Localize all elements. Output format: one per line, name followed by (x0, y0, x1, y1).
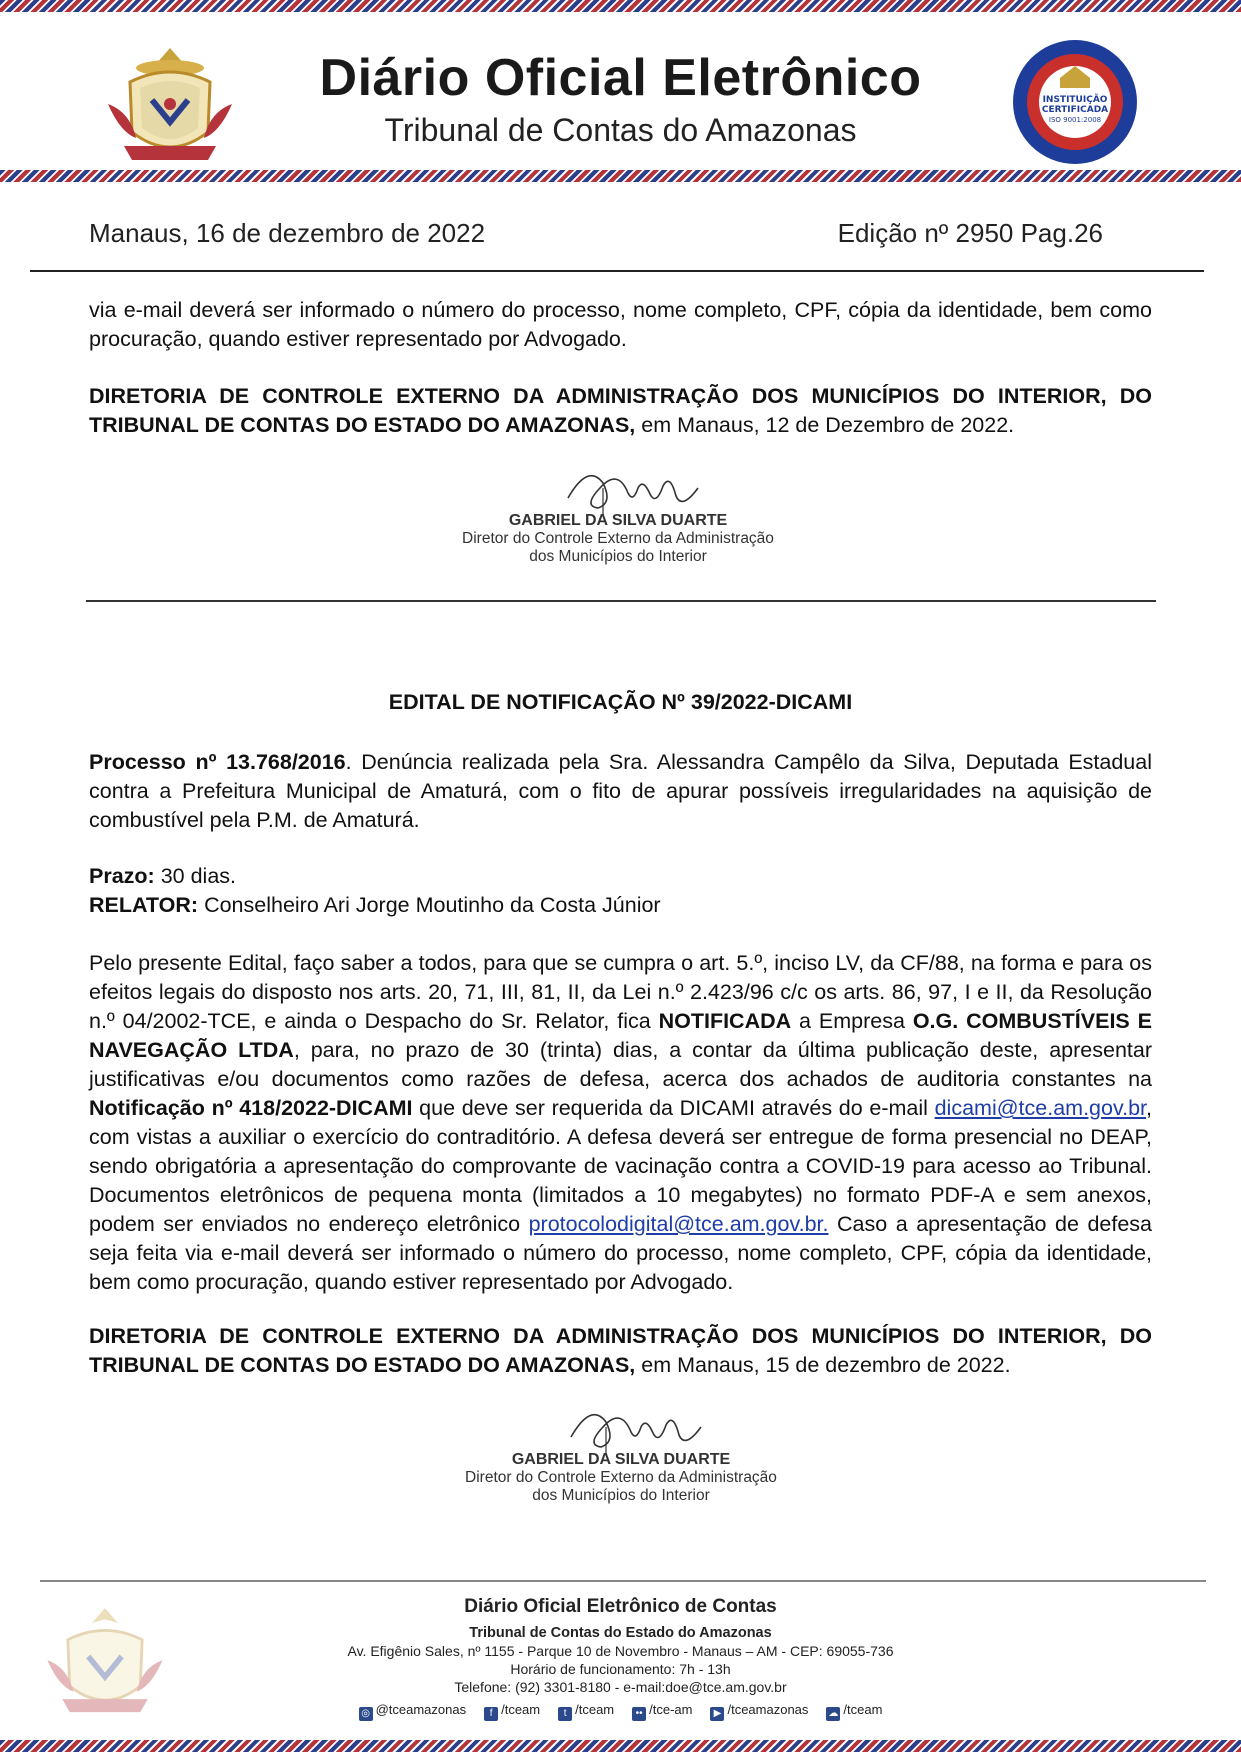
rapporteur-value: Conselheiro Ari Jorge Moutinho da Costa Júnior (198, 893, 661, 917)
iso-certification-seal (1010, 36, 1140, 168)
body-text-e: , para, no prazo de 30 (trinta) dias, a contar da última publicação deste, apresentar justificativas e/ou documentos como razões de defesa, acerca dos achados de auditoria constantes na (89, 1038, 1152, 1091)
body-text-g: que deve ser requerida da DICAMI através do e-mail (412, 1096, 935, 1120)
social-instagram[interactable] (359, 1702, 467, 1721)
edital-rapporteur (89, 891, 1152, 920)
dicami-email-link[interactable]: dicami@tce.am.gov.br (934, 1096, 1147, 1120)
social-twitter[interactable] (558, 1702, 614, 1721)
footer-social-links (0, 1702, 1241, 1721)
instagram-icon: ◎ (359, 1707, 373, 1721)
deadline-value: 30 dias. (154, 864, 236, 888)
signatory-role-2a: Diretor do Controle Externo da Administração (465, 1469, 777, 1486)
social-youtube-label: /tceamazonas (727, 1702, 809, 1717)
deadline-label: Prazo: (89, 864, 155, 888)
rapporteur-label: RELATOR: (89, 893, 199, 917)
page-footer (0, 1596, 1241, 1721)
social-flickr-label: /tce-am (649, 1702, 693, 1717)
signatory-name-2: GABRIEL DA SILVA DUARTE (511, 1451, 731, 1468)
closing-date-2: em Manaus, 15 de dezembro de 2022. (635, 1353, 1011, 1377)
header-divider (30, 270, 1204, 272)
publication-dateline: Manaus, 16 de dezembro de 2022 (89, 218, 486, 248)
body-text-c: a Empresa (791, 1009, 913, 1033)
edital-process-paragraph (89, 748, 1152, 835)
handwritten-signature-1 (558, 458, 708, 518)
social-youtube[interactable] (710, 1702, 808, 1721)
body-company-name: O.G. COMBUSTÍVEIS E NAVEGAÇÃO LTDA (89, 1009, 1152, 1062)
footer-organization: Tribunal de Contas do Estado do Amazonas (469, 1625, 772, 1641)
continuation-paragraph: via e-mail deverá ser informado o número do processo, nome completo, CPF, cópia da identidade, bem como procuração, quando estiver representado por Advogado. (89, 298, 1152, 351)
footer-decorative-band (0, 1740, 1241, 1752)
closing-bold-2: DIRETORIA DE CONTROLE EXTERNO DA ADMINISTRAÇÃO DOS MUNICÍPIOS DO INTERIOR, DO TRIBUNAL DE CONTAS DO ESTADO DO AMAZONAS, (89, 1324, 1152, 1377)
signatory-name-1: GABRIEL DA SILVA DUARTE (508, 512, 728, 529)
publication-title: Diário Oficial Eletrônico (319, 49, 922, 107)
seal-text-line3: ISO 9001:2008 (1048, 116, 1102, 124)
publication-subtitle: Tribunal de Contas do Amazonas (384, 112, 857, 148)
social-flickr[interactable] (632, 1702, 692, 1721)
process-number: Processo nº 13.768/2016 (89, 750, 346, 774)
soundcloud-icon: ☁ (828, 1708, 839, 1719)
edital-deadline (89, 862, 1152, 891)
edition-number: Edição nº 2950 Pag.26 (837, 218, 1103, 248)
closing-statement-2 (89, 1322, 1152, 1380)
body-notified: NOTIFICADA (658, 1009, 792, 1033)
seal-text-line2: CERTIFICADA (1041, 105, 1109, 115)
edital-title: EDITAL DE NOTIFICAÇÃO Nº 39/2022-DICAMI (388, 690, 853, 714)
process-description: . Denúncia realizada pela Sra. Alessandra Campêlo da Silva, Deputada Estadual contra a Prefeitura Municipal de Amaturá, com o fito de apurar possíveis irregularidades na aquisição de combustível pela P.M. de Amaturá. (89, 750, 1152, 832)
flickr-icon: •• (632, 1707, 646, 1721)
social-facebook[interactable] (484, 1702, 540, 1721)
page-header (0, 14, 1241, 170)
section-divider (86, 600, 1156, 602)
social-facebook-label: /tceam (501, 1702, 541, 1717)
footer-hours: Horário de funcionamento: 7h - 13h (510, 1661, 731, 1677)
social-soundcloud[interactable] (826, 1702, 882, 1721)
signature-block-1 (368, 466, 868, 566)
seal-text-line1: INSTITUIÇÃO (1042, 95, 1108, 105)
social-instagram-label: @tceamazonas (375, 1702, 467, 1717)
body-text-h: , com vistas a auxiliar o exercício do contraditório. A defesa deverá ser entregue de forma presencial no DEAP, sendo obrigatória a apresentação do comprovante de vacinação contra a COVID-19 para acesso ao Tribunal. Documentos eletrônicos de pequena monta (limitados a 10 megabytes) no formato PDF-A e sem anexos, podem ser enviados no endereço eletrônico (89, 1096, 1152, 1236)
social-twitter-label: /tceam (575, 1702, 615, 1717)
footer-divider (40, 1580, 1206, 1582)
facebook-icon: f (484, 1707, 498, 1721)
footer-address: Av. Efigênio Sales, nº 1155 - Parque 10 de Novembro - Manaus – AM - CEP: 69055-736 (347, 1643, 894, 1659)
signatory-role-1b: dos Municípios do Interior (529, 548, 707, 565)
closing-date-1: em Manaus, 12 de Dezembro de 2022. (635, 413, 1015, 437)
edital-body-paragraph (89, 949, 1152, 1297)
body-text-a: Pelo presente Edital, faço saber a todos, para que se cumpra o art. 5.º, inciso LV, da CF/88, na forma e para os efeitos legais do disposto nos arts. 20, 71, III, 81, II, da Lei n.º 2.423/96 c/c os arts. 86, 97, I e II, da Resolução n.º 04/2002-TCE, e ainda o Despacho do Sr. Relator, fica (89, 951, 1152, 1033)
closing-statement-1 (89, 382, 1152, 440)
closing-bold-1: DIRETORIA DE CONTROLE EXTERNO DA ADMINISTRAÇÃO DOS MUNICÍPIOS DO INTERIOR, DO TRIBUNAL DE CONTAS DO ESTADO DO AMAZONAS, (89, 384, 1152, 437)
protocol-email-link[interactable]: protocolodigital@tce.am.gov.br. (528, 1212, 829, 1236)
body-text-i: Caso a apresentação de defesa seja feita via e-mail deverá ser informado o número do processo, nome completo, CPF, cópia da identidade, bem como procuração, quando estiver representado por Advogado. (89, 1212, 1152, 1294)
twitter-icon: t (558, 1707, 572, 1721)
signature-block-2 (371, 1405, 871, 1505)
social-soundcloud-label: /tceam (843, 1702, 883, 1717)
youtube-icon: ▶ (710, 1707, 724, 1721)
footer-contact: Telefone: (92) 3301-8180 - e-mail:doe@tce.am.gov.br (454, 1679, 787, 1695)
body-notification-number: Notificação nº 418/2022-DICAMI (89, 1096, 413, 1120)
handwritten-signature-2 (561, 1397, 711, 1457)
header-decorative-band-top (0, 0, 1241, 12)
signatory-role-2b: dos Municípios do Interior (532, 1487, 710, 1504)
header-decorative-band-bottom (0, 170, 1241, 182)
signatory-role-1a: Diretor do Controle Externo da Administração (462, 530, 774, 547)
footer-title: Diário Oficial Eletrônico de Contas (464, 1596, 777, 1617)
